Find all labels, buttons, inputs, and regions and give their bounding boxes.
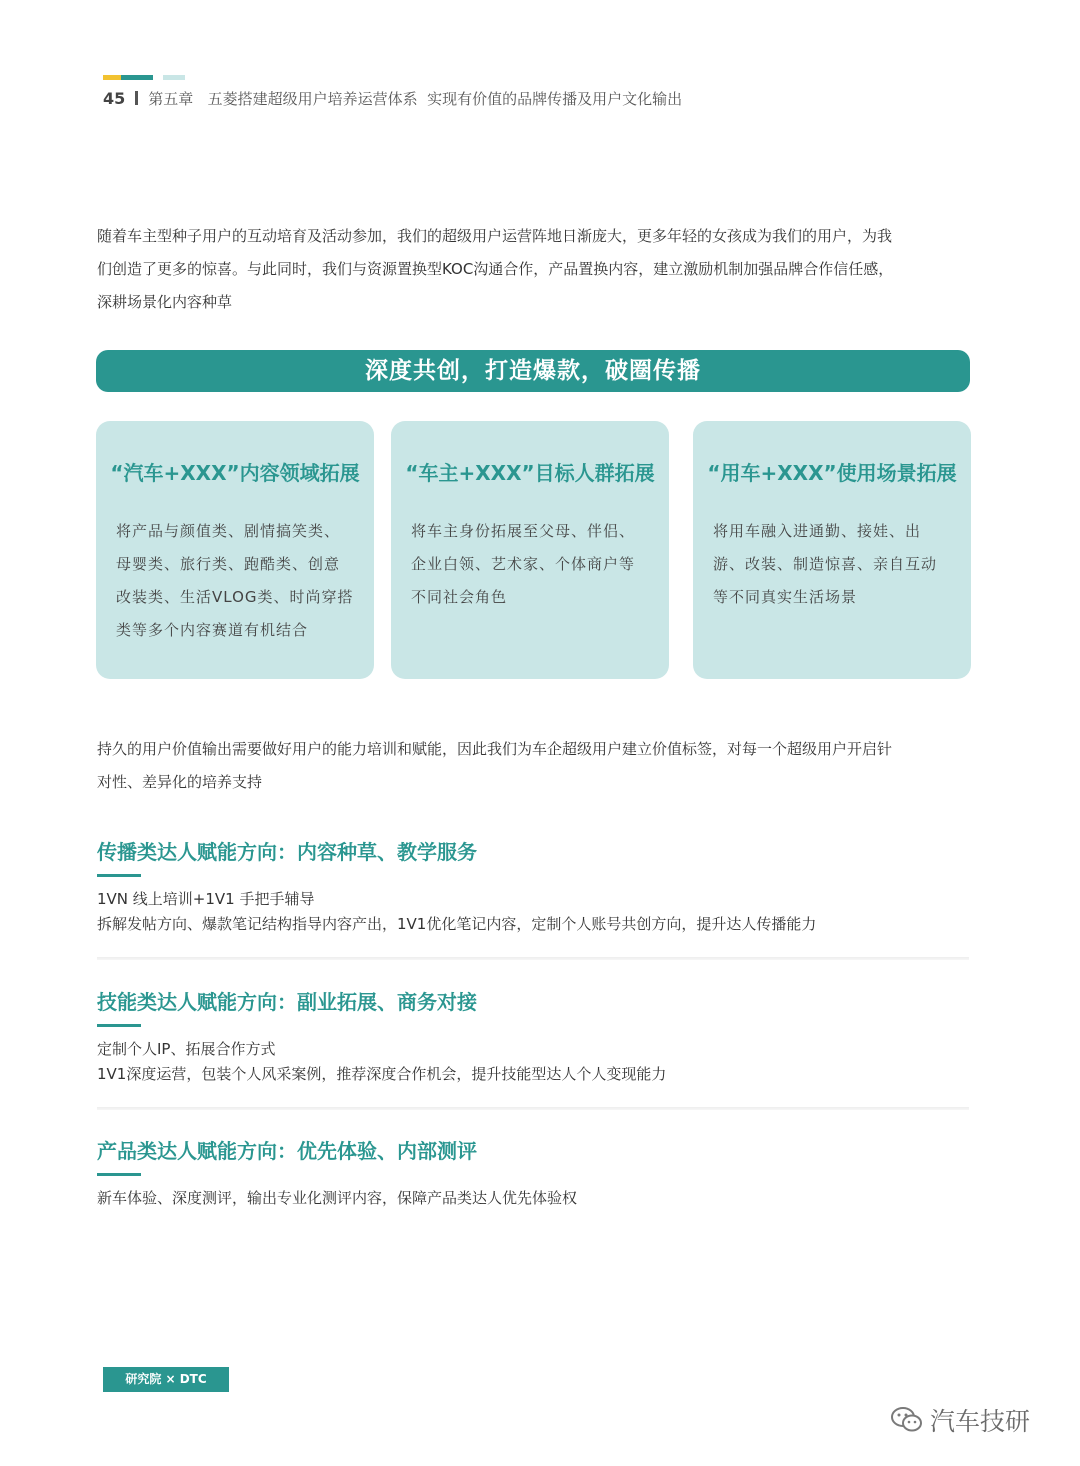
section-underline [97,1173,141,1176]
card-body [411,515,651,614]
brand-logo: 研究院 × DTC [103,1367,229,1392]
para-line: 对性、差异化的培养支持 [97,773,263,791]
section-product [97,1137,977,1211]
section-divider [97,957,969,960]
intro-line: 随着车主型种子用户的互动培育及活动参加，我们的超级用户运营阵地日渐庞大，更多年轻的女孩成为我们的用户，为我 [97,227,893,245]
intro-line: 深耕场景化内容种草 [97,293,233,311]
training-paragraph [97,733,977,799]
card-content-domain [96,421,374,679]
section-divider [97,1107,969,1110]
page-header [103,88,682,109]
card-usage-scenario [693,421,971,679]
header-accent-bar [103,75,185,80]
card-line: 等不同真实生活场景 [713,588,858,606]
chapter-label: 第五章 [148,90,194,108]
wechat-watermark [890,1402,1030,1440]
card-line: 将用车融入进通勤、接娃、出 [713,522,922,540]
section-underline [97,874,141,877]
card-title: “用车+XXX”使用场景拓展 [707,461,957,485]
card-body [713,515,953,614]
intro-line: 们创造了更多的惊喜。与此同时，我们与资源置换型KOC沟通合作，产品置换内容，建立激励机制加强品牌合作信任感， [97,260,894,278]
card-line: 将产品与颜值类、剧情搞笑类、 [116,522,341,540]
section-line: 1V1深度运营，包装个人风采案例，推荐深度合作机会，提升技能型达人个人变现能力 [97,1065,667,1083]
section-body [97,887,977,937]
section-title: 传播类达人赋能方向：内容种草、教学服务 [97,840,477,864]
section-body [97,1186,977,1211]
section-spread [97,838,977,937]
card-line: 不同社会角色 [411,588,508,606]
section-title: 技能类达人赋能方向：副业拓展、商务对接 [97,990,477,1014]
section-title: 产品类达人赋能方向：优先体验、内部测评 [97,1139,477,1163]
card-body [116,515,356,647]
section-line: 1VN 线上培训+1V1 手把手辅导 [97,890,315,908]
intro-paragraph [97,220,977,319]
card-line: 将车主身份拓展至父母、伴侣、 [411,522,636,540]
card-line: 企业白领、艺术家、个体商户等 [411,555,636,573]
para-line: 持久的用户价值输出需要做好用户的能力培训和赋能，因此我们为车企超级用户建立价值标签，对每一个超级用户开启针 [97,740,893,758]
card-line: 游、改装、制造惊喜、亲自互动 [713,555,938,573]
card-title: “车主+XXX”目标人群拓展 [405,461,655,485]
section-banner: 深度共创，打造爆款，破圈传播 [96,350,970,392]
watermark-text: 汽车技研 [930,1407,1031,1436]
chapter-title: 五菱搭建超级用户培养运营体系 实现有价值的品牌传播及用户文化输出 [207,90,683,108]
section-underline [97,1024,141,1027]
page-number: 45 [103,89,126,108]
section-body [97,1037,977,1087]
section-line: 拆解发帖方向、爆款笔记结构指导内容产出，1V1优化笔记内容，定制个人账号共创方向，提升达人传播能力 [97,915,817,933]
section-line: 定制个人IP、拓展合作方式 [97,1040,276,1058]
wechat-icon [890,1406,924,1440]
card-line: 改装类、生活VLOG类、时尚穿搭 [116,588,354,606]
card-target-audience [391,421,669,679]
section-line: 新车体验、深度测评，输出专业化测评内容，保障产品类达人优先体验权 [97,1189,578,1207]
card-line: 类等多个内容赛道有机结合 [116,621,309,639]
card-line: 母婴类、旅行类、跑酷类、创意 [116,555,341,573]
card-title: “汽车+XXX”内容领域拓展 [110,461,360,485]
section-skill [97,988,977,1087]
header-separator [135,91,138,105]
